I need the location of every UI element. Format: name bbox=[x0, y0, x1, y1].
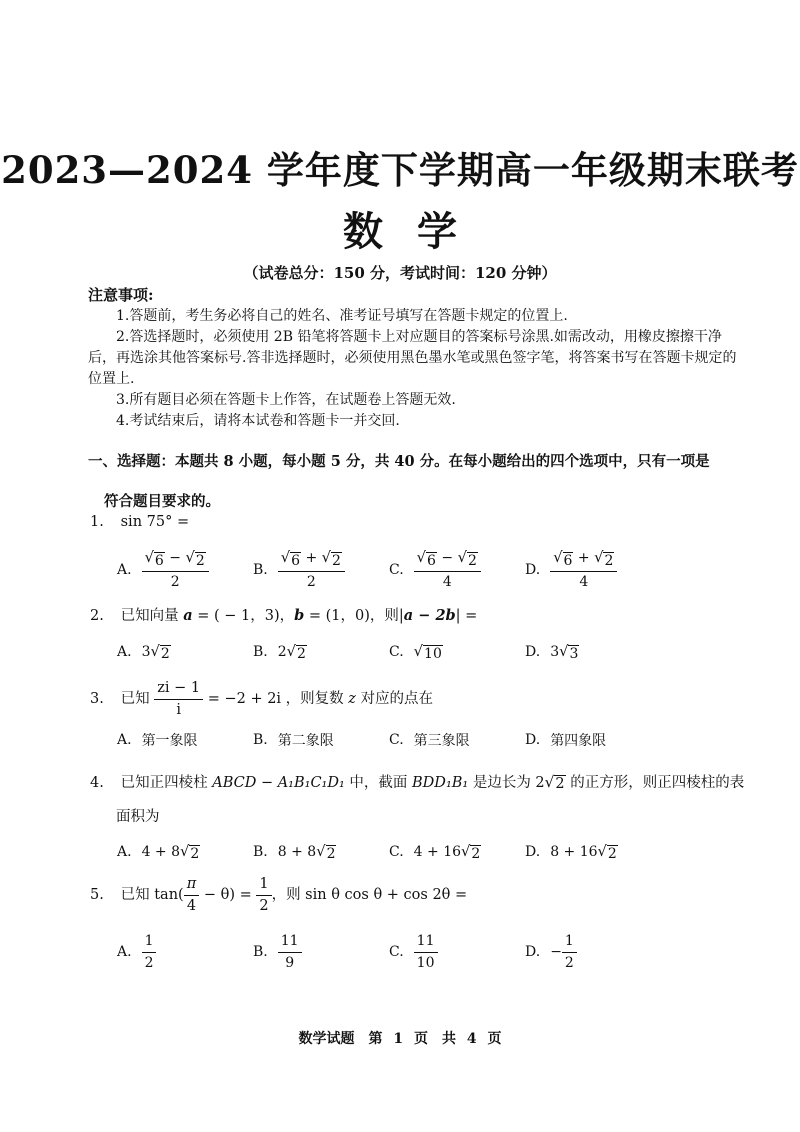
option-b[interactable]: B. 8 + 8 √ 2 bbox=[253, 842, 336, 862]
question-1 bbox=[90, 514, 189, 530]
option-c[interactable]: C. √ 6 − √ 2 4 bbox=[389, 548, 481, 592]
option-a[interactable]: A. √ 6 − √ 2 2 bbox=[117, 548, 209, 592]
notice-item: 3.所有题目必须在答题卡上作答，在试题卷上答题无效. bbox=[116, 392, 456, 408]
option-d[interactable]: D. 3 √ 3 bbox=[525, 642, 579, 662]
option-a[interactable]: A. 3 √ 2 bbox=[117, 642, 170, 662]
section-line: 符合题目要求的。 bbox=[104, 493, 220, 510]
notice-item: 1.答题前，考生务必将自己的姓名、准考证号填写在答题卡规定的位置上. bbox=[116, 308, 568, 324]
option-a[interactable]: A. 4 + 8 √ 2 bbox=[117, 842, 200, 862]
option-d[interactable]: D. √ 6 + √ 2 4 bbox=[525, 548, 617, 592]
option-d[interactable]: D. 8 + 16 √ 2 bbox=[525, 842, 617, 862]
exam-title: 2023—2024 学年度下学期高一年级期末联考 bbox=[1, 148, 799, 192]
question-4: 4. 已知正四棱柱 ABCD − A₁B₁C₁D₁ 中，截面 BDD₁B₁ 是边长为 2 √ 2 的正方形，则正四棱柱的表 bbox=[90, 773, 745, 792]
question-2: 2. 已知向量 a = ( − 1，3)，b = (1，0)，则|a − 2b| = bbox=[90, 607, 478, 624]
fraction: $\frac{11}{10}$ bbox=[414, 933, 438, 970]
fraction: √ 6 − √ 2 4 bbox=[414, 550, 481, 590]
question-number: 4. bbox=[90, 775, 104, 791]
section-heading bbox=[88, 442, 738, 522]
question-stem: sin 75° = bbox=[120, 514, 190, 530]
options-q2 bbox=[117, 630, 737, 674]
option-d[interactable]: D. 第四象限 bbox=[525, 732, 607, 749]
section-line: 一、选择题：本题共 8 小题，每小题 5 分，共 40 分。在每小题给出的四个选项中，只有一项是 bbox=[88, 453, 710, 470]
option-c[interactable]: C. √ 10 bbox=[389, 642, 442, 662]
fraction: √ 6 + √ 2 2 bbox=[278, 550, 345, 590]
notice-item: 2.答选择题时，必须使用 2B 铅笔将答题卡上对应题目的答案标号涂黑.如需改动，用橡皮擦擦干净后，再选涂其他答案标号.答非选择题时，必须使用黑色墨水笔或黑色签字笔，将答案书写在答题卡规定的位置上. bbox=[88, 329, 737, 387]
option-b[interactable]: B. √ 6 + √ 2 2 bbox=[253, 548, 345, 592]
option-c[interactable]: C. $\frac{11}{10}$ bbox=[389, 930, 438, 974]
option-a[interactable]: A. $\frac{1}{2}$ bbox=[117, 930, 156, 974]
subject-title: 数学 bbox=[343, 208, 491, 255]
question-number: 5. bbox=[90, 887, 104, 904]
exam-meta: （试卷总分：150 分，考试时间：120 分钟） bbox=[243, 264, 557, 282]
notice-block bbox=[88, 285, 738, 432]
fraction: $\frac{11}{9}$ bbox=[278, 933, 302, 970]
notice-item: 4.考试结束后，请将本试卷和答题卡一并交回. bbox=[116, 413, 400, 429]
question-3: 3. 已知 $\frac{zi - 1}{i}$ = −2 + 2i ，则复数 z 对应的点在 bbox=[90, 680, 434, 718]
options-q4 bbox=[117, 830, 737, 874]
option-a[interactable]: A. 第一象限 bbox=[117, 732, 198, 749]
fraction: $\frac{\pi}{4}$ bbox=[184, 876, 200, 914]
question-number: 2. bbox=[90, 608, 104, 624]
question-4-continued: 面积为 bbox=[116, 809, 160, 825]
options-q1 bbox=[117, 548, 737, 592]
option-c[interactable]: C. 第三象限 bbox=[389, 732, 470, 749]
question-5: 5. 已知 tan( $\frac{\pi}{4}$ − θ) = $\frac{1}{2}$ ，则 sin θ cos θ + cos 2θ = bbox=[90, 876, 468, 914]
page-footer: 数学试题 第 1 页 共 4 页 bbox=[298, 1031, 502, 1047]
option-c[interactable]: C. 4 + 16 √ 2 bbox=[389, 842, 481, 862]
fraction: $\frac{zi - 1}{i}$ bbox=[154, 680, 203, 718]
options-q3 bbox=[117, 718, 737, 762]
fraction: $\frac{1}{2}$ bbox=[256, 876, 271, 914]
question-number: 3. bbox=[90, 691, 104, 708]
option-b[interactable]: B. 第二象限 bbox=[253, 732, 334, 749]
notice-heading: 注意事项: bbox=[88, 286, 154, 304]
options-q5 bbox=[117, 930, 737, 974]
option-b[interactable]: B. 2 √ 2 bbox=[253, 642, 306, 662]
question-number: 1. bbox=[90, 514, 104, 530]
option-d[interactable]: D. − $\frac{1}{2}$ bbox=[525, 930, 577, 974]
fraction: $\frac{1}{2}$ bbox=[142, 933, 157, 970]
fraction: √ 6 − √ 2 2 bbox=[142, 550, 209, 590]
fraction: √ 6 + √ 2 4 bbox=[550, 550, 617, 590]
fraction: $\frac{1}{2}$ bbox=[562, 933, 577, 970]
option-b[interactable]: B. $\frac{11}{9}$ bbox=[253, 930, 302, 974]
